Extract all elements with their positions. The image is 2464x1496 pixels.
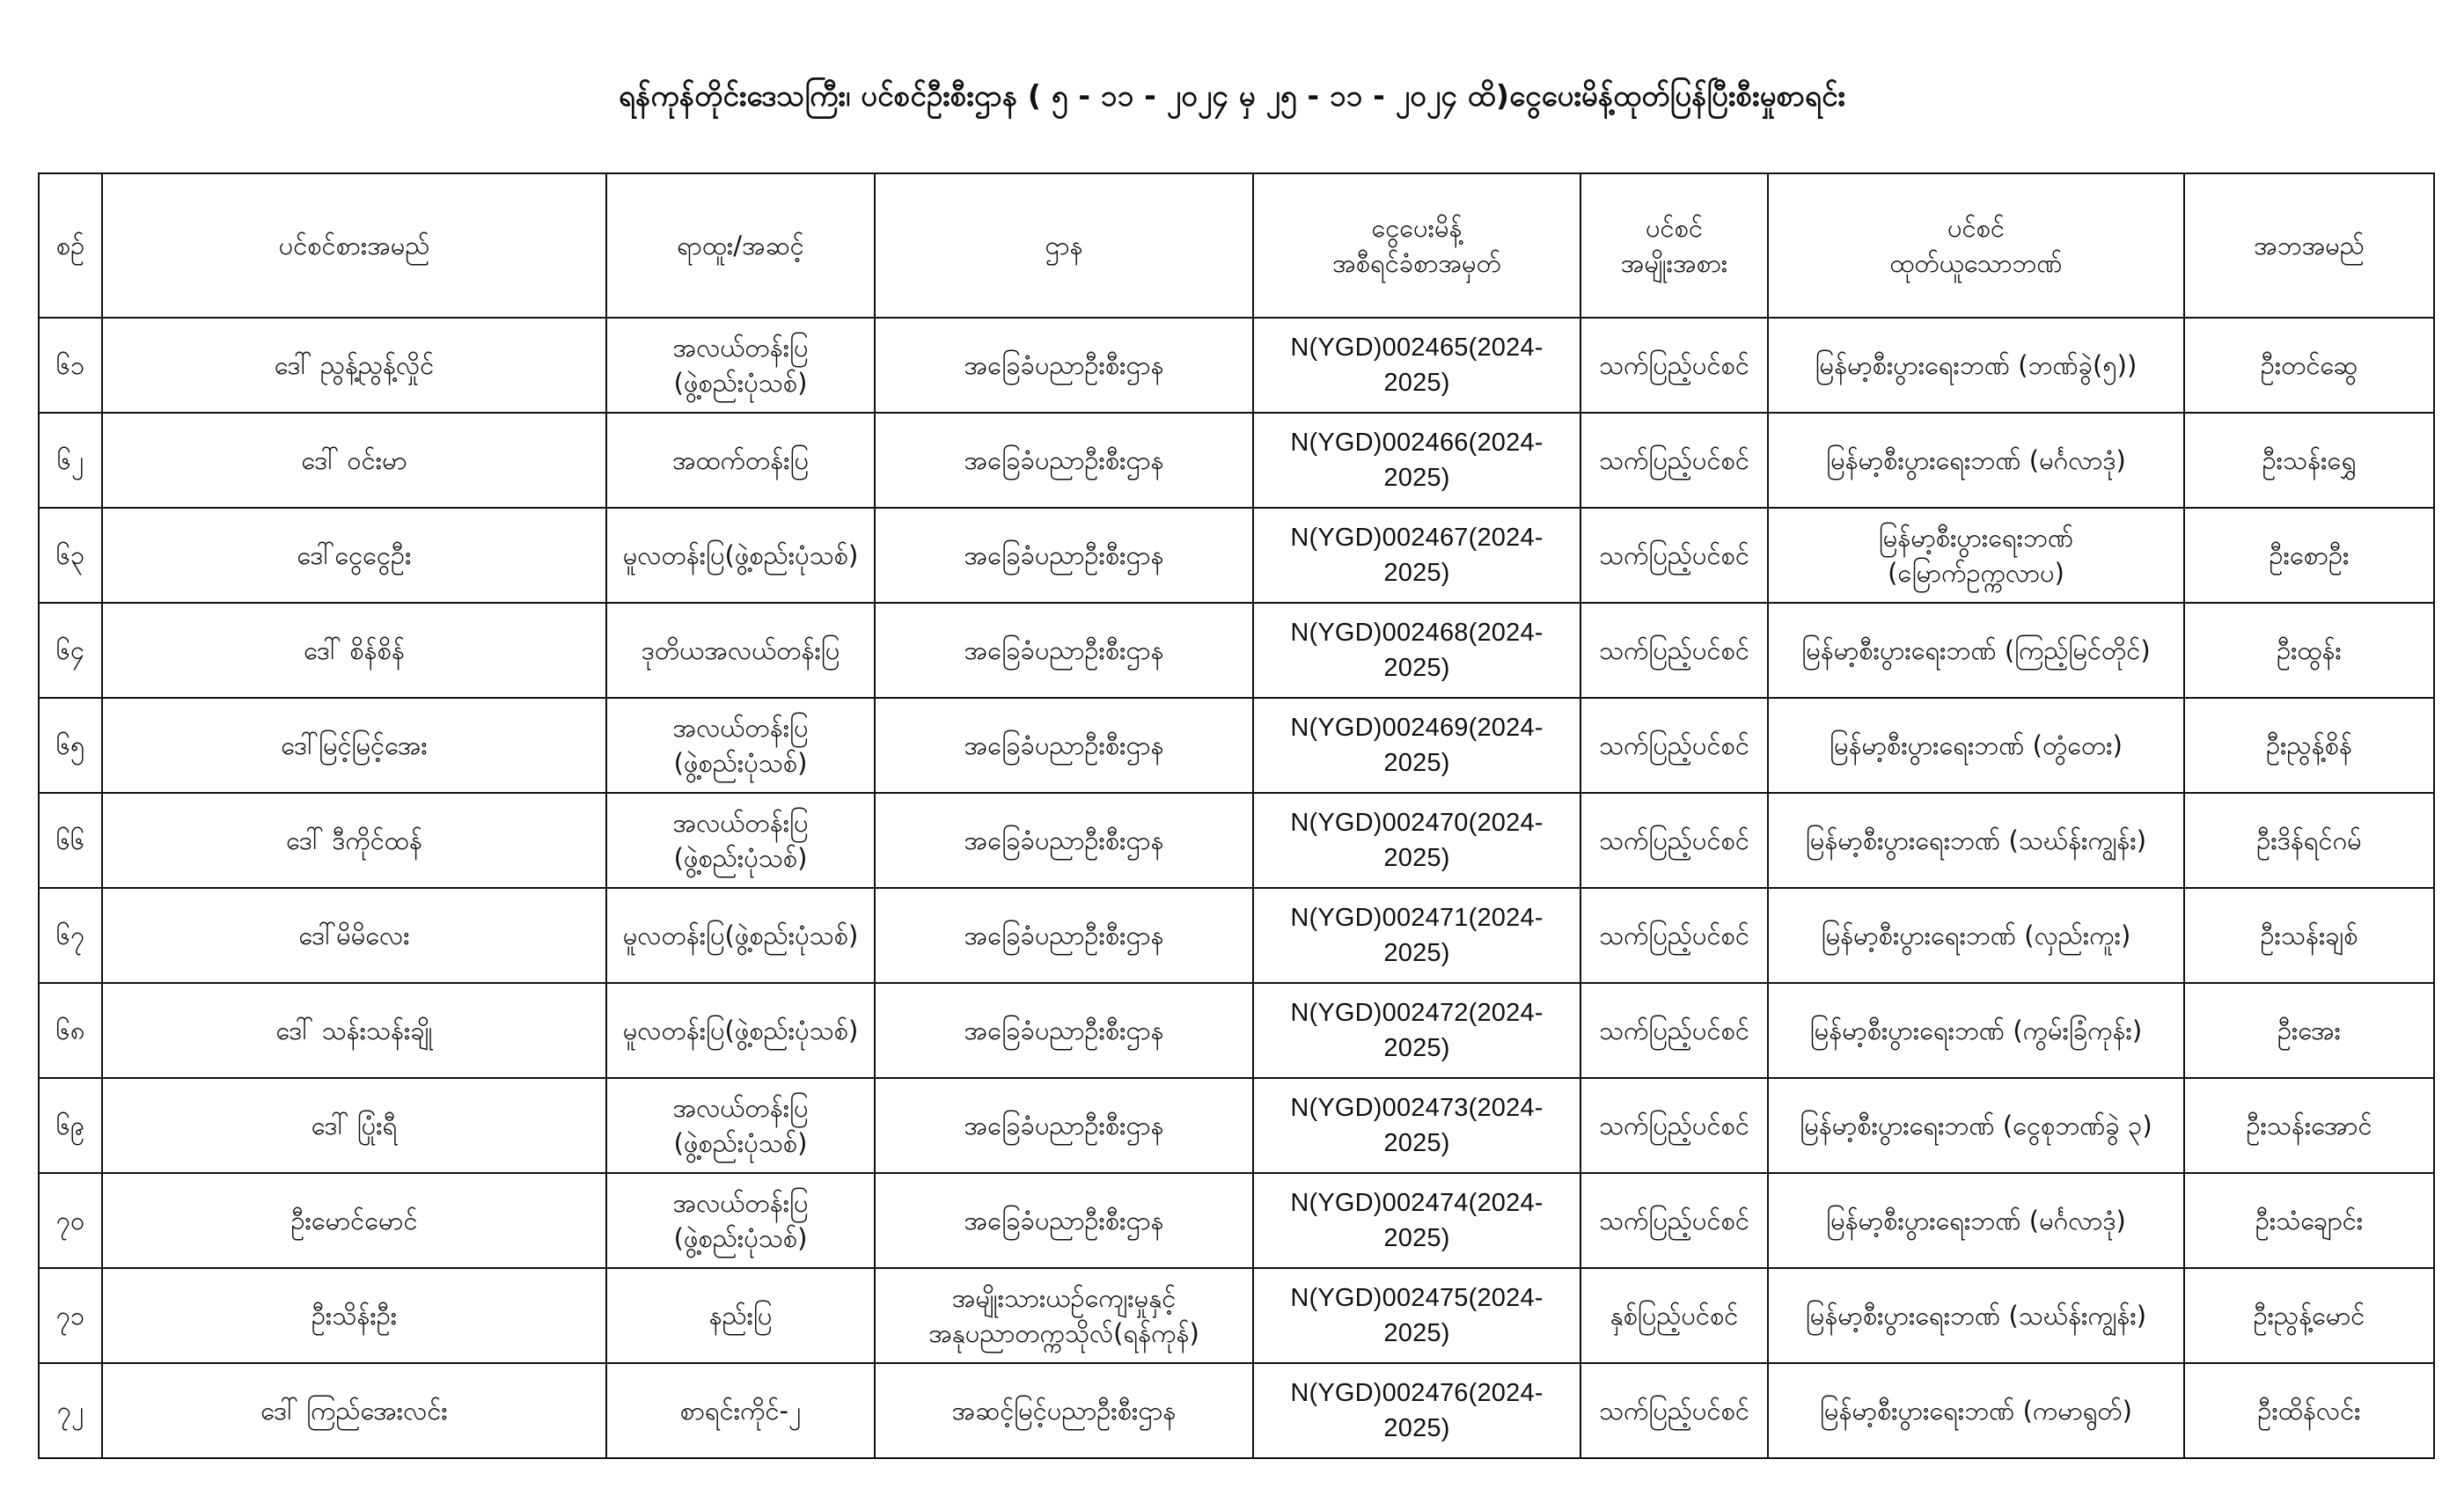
- cell-no-line1: ၆၇: [55, 920, 85, 950]
- cell-rank-line1: စာရင်းကိုင်-၂: [679, 1396, 802, 1426]
- cell-order-number: [1253, 413, 1580, 508]
- cell-pension-type: [1580, 983, 1768, 1078]
- table-body: [39, 318, 2434, 1458]
- cell-pension-type-line1: သက်ပြည့်ပင်စင်: [1599, 1016, 1749, 1045]
- cell-order-number: [1253, 318, 1580, 413]
- cell-department-line1: အခြေခံပညာဦးစီးဌာန: [964, 635, 1164, 665]
- cell-pension-type-line1: သက်ပြည့်ပင်စင်: [1599, 635, 1749, 665]
- cell-bank: [1768, 1268, 2184, 1363]
- cell-pension-type-line1: သက်ပြည့်ပင်စင်: [1599, 1396, 1749, 1426]
- cell-bank: [1768, 983, 2184, 1078]
- cell-bank-line2: (မြောက်ဥက္ကလာပ): [1888, 558, 2064, 588]
- cell-name: [102, 1268, 606, 1363]
- cell-father-name: [2184, 1268, 2434, 1363]
- cell-order-number: [1253, 1268, 1580, 1363]
- pension-table: [38, 172, 2435, 1459]
- cell-order-number-line1: N(YGD)002466(2024-2025): [1290, 429, 1544, 492]
- cell-no-line1: ၇၁: [55, 1301, 85, 1331]
- cell-name-line1: ဒေါ် ညွန့်ညွန့်လှိုင်: [274, 350, 435, 380]
- cell-order-number: [1253, 888, 1580, 983]
- cell-rank: [606, 603, 875, 698]
- cell-no: [39, 1078, 102, 1173]
- table-header-row: [39, 173, 2434, 318]
- cell-name-line1: ဒေါ် ဝင်းမာ: [301, 445, 407, 475]
- cell-rank-line2: (ဖွဲ့စည်းပုံသစ်): [673, 1223, 808, 1253]
- cell-rank: [606, 1078, 875, 1173]
- cell-no: [39, 888, 102, 983]
- cell-department-line1: အခြေခံပညာဦးစီးဌာန: [964, 920, 1164, 950]
- cell-rank-line1: အလယ်တန်းပြ: [672, 333, 809, 363]
- cell-bank-line1: မြန်မာ့စီးပွားရေးဘဏ် (တွံတေး): [1830, 730, 2123, 760]
- table-row: [39, 888, 2434, 983]
- cell-father-name: [2184, 1078, 2434, 1173]
- cell-father-name-line1: ဦးညွန့်စိန်: [2266, 730, 2352, 760]
- cell-department-line2: အနုပညာတက္ကသိုလ်(ရန်ကုန်): [928, 1318, 1199, 1348]
- cell-pension-type-line1: သက်ပြည့်ပင်စင်: [1599, 1206, 1749, 1236]
- cell-no: [39, 1173, 102, 1268]
- cell-rank: [606, 413, 875, 508]
- cell-no: [39, 1363, 102, 1458]
- cell-department: [875, 698, 1253, 793]
- cell-rank-line1: ဒုတိယအလယ်တန်းပြ: [641, 635, 840, 665]
- cell-name: [102, 983, 606, 1078]
- cell-rank-line2: (ဖွဲ့စည်းပုံသစ်): [673, 1128, 808, 1158]
- cell-order-number: [1253, 1363, 1580, 1458]
- cell-rank: [606, 1268, 875, 1363]
- header-no: စဉ်: [39, 173, 102, 318]
- cell-no: [39, 1268, 102, 1363]
- cell-department-line1: အခြေခံပညာဦးစီးဌာန: [964, 730, 1164, 760]
- cell-department-line1: အခြေခံပညာဦးစီးဌာန: [964, 445, 1164, 475]
- cell-order-number: [1253, 698, 1580, 793]
- cell-pension-type: [1580, 1078, 1768, 1173]
- cell-pension-type-line1: နှစ်ပြည့်ပင်စင်: [1610, 1301, 1739, 1331]
- cell-bank-line1: မြန်မာ့စီးပွားရေးဘဏ် (ငွေစုဘဏ်ခွဲ ၃): [1800, 1111, 2152, 1140]
- cell-name-line1: ဒေါ် ကြည်အေးလင်း: [260, 1396, 448, 1426]
- cell-bank: [1768, 508, 2184, 603]
- table-row: [39, 1173, 2434, 1268]
- header-order-number: [1253, 173, 1580, 318]
- cell-department: [875, 888, 1253, 983]
- cell-pension-type: [1580, 1173, 1768, 1268]
- cell-order-number-line1: N(YGD)002472(2024-2025): [1290, 999, 1544, 1062]
- cell-order-number: [1253, 983, 1580, 1078]
- cell-name-line1: ဒေါ် စိန်စိန်: [304, 635, 405, 665]
- cell-department: [875, 983, 1253, 1078]
- cell-pension-type: [1580, 508, 1768, 603]
- cell-rank-line1: မူလတန်းပြ(ဖွဲ့စည်းပုံသစ်): [622, 920, 859, 950]
- cell-bank: [1768, 1173, 2184, 1268]
- cell-name-line1: ဦးသိန်းဦး: [311, 1301, 398, 1331]
- cell-pension-type: [1580, 413, 1768, 508]
- cell-no-line1: ၆၈: [55, 1016, 85, 1045]
- cell-no-line1: ၆၆: [55, 825, 85, 855]
- header-order-line2: အစီရင်ခံစာအမှတ်: [1332, 248, 1501, 278]
- cell-pension-type-line1: သက်ပြည့်ပင်စင်: [1599, 540, 1749, 570]
- cell-rank-line1: နည်းပြ: [708, 1301, 773, 1331]
- header-father-name: အဘအမည်: [2184, 173, 2434, 318]
- cell-bank-line1: မြန်မာ့စီးပွားရေးဘဏ် (ကြည့်မြင်တိုင်): [1801, 635, 2151, 665]
- cell-bank: [1768, 698, 2184, 793]
- cell-order-number: [1253, 508, 1580, 603]
- cell-bank-line1: မြန်မာ့စီးပွားရေးဘဏ် (ဘဏ်ခွဲ(၅)): [1815, 350, 2138, 380]
- cell-name-line1: ဒေါ်ငွေငွေဦး: [297, 540, 412, 570]
- cell-no-line1: ၆၉: [55, 1111, 85, 1140]
- cell-bank-line1: မြန်မာ့စီးပွားရေးဘဏ် (ကွမ်းခြံကုန်း): [1809, 1016, 2143, 1045]
- cell-name-line1: ဒေါ် ပြုံးရီ: [311, 1111, 398, 1140]
- cell-order-number-line1: N(YGD)002471(2024-2025): [1290, 904, 1544, 967]
- cell-father-name: [2184, 698, 2434, 793]
- cell-name-line1: ဒေါ်မြင့်မြင့်အေး: [281, 730, 428, 760]
- cell-rank: [606, 983, 875, 1078]
- cell-father-name-line1: ဦးအေး: [2277, 1016, 2342, 1045]
- cell-bank: [1768, 1363, 2184, 1458]
- cell-bank: [1768, 603, 2184, 698]
- cell-department: [875, 793, 1253, 888]
- cell-father-name: [2184, 603, 2434, 698]
- cell-rank-line2: (ဖွဲ့စည်းပုံသစ်): [673, 368, 808, 398]
- cell-department: [875, 603, 1253, 698]
- header-bank-line1: ပင်စင်: [1947, 213, 2006, 243]
- cell-department: [875, 1173, 1253, 1268]
- cell-department-line1: အခြေခံပညာဦးစီးဌာန: [964, 1206, 1164, 1236]
- cell-rank-line1: မူလတန်းပြ(ဖွဲ့စည်းပုံသစ်): [622, 1016, 859, 1045]
- cell-name: [102, 508, 606, 603]
- cell-pension-type-line1: သက်ပြည့်ပင်စင်: [1599, 920, 1749, 950]
- cell-name: [102, 1363, 606, 1458]
- table-row: [39, 1078, 2434, 1173]
- cell-father-name: [2184, 508, 2434, 603]
- table-row: [39, 1363, 2434, 1458]
- cell-department: [875, 1268, 1253, 1363]
- cell-father-name-line1: ဦးထိန်လင်း: [2257, 1396, 2361, 1426]
- cell-father-name-line1: ဦးညွန့်မောင်: [2253, 1301, 2365, 1331]
- cell-rank: [606, 793, 875, 888]
- cell-name-line1: ဦးမောင်မောင်: [290, 1206, 418, 1236]
- cell-bank: [1768, 888, 2184, 983]
- cell-no: [39, 318, 102, 413]
- cell-no-line1: ၆၃: [55, 540, 85, 570]
- cell-rank-line1: အလယ်တန်းပြ: [672, 713, 809, 743]
- cell-name: [102, 603, 606, 698]
- cell-father-name-line1: ဦးဒိန်ရင်ဂမ်: [2256, 825, 2362, 855]
- header-rank: ရာထူး/အဆင့်: [606, 173, 875, 318]
- cell-name: [102, 1078, 606, 1173]
- cell-father-name-line1: ဦးတင်ဆွေ: [2260, 350, 2358, 380]
- cell-rank: [606, 888, 875, 983]
- cell-father-name-line1: ဦးသန်းရွှေ: [2262, 445, 2357, 475]
- cell-rank-line1: အလယ်တန်းပြ: [672, 1093, 809, 1123]
- cell-order-number-line1: N(YGD)002473(2024-2025): [1290, 1094, 1544, 1157]
- table-row: [39, 603, 2434, 698]
- cell-pension-type-line1: သက်ပြည့်ပင်စင်: [1599, 730, 1749, 760]
- cell-no: [39, 413, 102, 508]
- cell-rank-line2: (ဖွဲ့စည်းပုံသစ်): [673, 843, 808, 873]
- cell-rank-line1: အလယ်တန်းပြ: [672, 808, 809, 838]
- cell-pension-type: [1580, 793, 1768, 888]
- cell-pension-type-line1: သက်ပြည့်ပင်စင်: [1599, 350, 1749, 380]
- cell-no-line1: ၆၂: [56, 445, 84, 475]
- cell-bank: [1768, 793, 2184, 888]
- cell-father-name: [2184, 983, 2434, 1078]
- cell-no: [39, 603, 102, 698]
- table-row: [39, 983, 2434, 1078]
- cell-pension-type-line1: သက်ပြည့်ပင်စင်: [1599, 1111, 1749, 1140]
- table-row: [39, 698, 2434, 793]
- cell-name-line1: ဒေါ် ဒီကိုင်ထန်: [286, 825, 422, 855]
- cell-order-number-line1: N(YGD)002475(2024-2025): [1290, 1284, 1544, 1347]
- cell-department: [875, 508, 1253, 603]
- cell-order-number-line1: N(YGD)002469(2024-2025): [1290, 714, 1544, 777]
- table-row: [39, 793, 2434, 888]
- cell-name: [102, 318, 606, 413]
- cell-rank: [606, 508, 875, 603]
- cell-no-line1: ၆၄: [55, 635, 85, 665]
- cell-order-number-line1: N(YGD)002468(2024-2025): [1290, 619, 1544, 682]
- cell-father-name-line1: ဦးသန်းအောင်: [2246, 1111, 2372, 1140]
- cell-pension-type-line1: သက်ပြည့်ပင်စင်: [1599, 825, 1749, 855]
- cell-pension-type-line1: သက်ပြည့်ပင်စင်: [1599, 445, 1749, 475]
- cell-department-line1: အခြေခံပညာဦးစီးဌာန: [964, 1016, 1164, 1045]
- cell-department: [875, 1363, 1253, 1458]
- cell-bank-line1: မြန်မာ့စီးပွားရေးဘဏ် (မင်္ဂလာဒုံ): [1826, 1206, 2126, 1236]
- cell-department: [875, 1078, 1253, 1173]
- cell-department-line1: အခြေခံပညာဦးစီးဌာန: [964, 825, 1164, 855]
- cell-rank: [606, 1173, 875, 1268]
- cell-father-name: [2184, 1363, 2434, 1458]
- table-row: [39, 413, 2434, 508]
- cell-name: [102, 698, 606, 793]
- table-row: [39, 1268, 2434, 1363]
- cell-name-line1: ဒေါ် သန်းသန်းချို: [275, 1016, 433, 1045]
- cell-bank: [1768, 1078, 2184, 1173]
- header-name: ပင်စင်စားအမည်: [102, 173, 606, 318]
- cell-bank-line1: မြန်မာ့စီးပွားရေးဘဏ် (သဃ်န်းကျွန်း): [1805, 825, 2147, 855]
- cell-father-name-line1: ဦးသံချောင်း: [2255, 1206, 2364, 1236]
- cell-bank: [1768, 318, 2184, 413]
- cell-department: [875, 413, 1253, 508]
- cell-order-number-line1: N(YGD)002465(2024-2025): [1290, 334, 1544, 397]
- cell-department-line1: အခြေခံပညာဦးစီးဌာန: [964, 540, 1164, 570]
- cell-father-name-line1: ဦးစောဦး: [2269, 540, 2350, 570]
- cell-father-name: [2184, 793, 2434, 888]
- cell-pension-type: [1580, 1363, 1768, 1458]
- cell-rank: [606, 318, 875, 413]
- cell-pension-type: [1580, 603, 1768, 698]
- cell-father-name-line1: ဦးသန်းချစ်: [2260, 920, 2358, 950]
- cell-no: [39, 698, 102, 793]
- cell-bank-line1: မြန်မာ့စီးပွားရေးဘဏ် (လှည်းကူး): [1821, 920, 2131, 950]
- page-title: ရန်ကုန်တိုင်းဒေသကြီး၊ ပင်စင်ဦးစီးဌာန ( ၅ - ၁၁ - ၂၀၂၄ မှ ၂၅ - ၁၁ - ၂၀၂၄ ထိ)ငွေပေးမိန့်ထုတ်ပြန်ပြီးစီးမှုစာရင်း: [618, 78, 1846, 113]
- cell-rank: [606, 1363, 875, 1458]
- cell-no-line1: ၆၅: [55, 730, 85, 760]
- cell-rank-line1: အထက်တန်းပြ: [671, 445, 810, 475]
- cell-no-line1: ၇၀: [55, 1206, 85, 1236]
- header-department: ဌာန: [875, 173, 1253, 318]
- cell-bank-line1: မြန်မာ့စီးပွားရေးဘဏ် (ကမာရွတ်): [1820, 1396, 2132, 1426]
- cell-no: [39, 983, 102, 1078]
- cell-name: [102, 413, 606, 508]
- cell-department: [875, 318, 1253, 413]
- header-bank: [1768, 173, 2184, 318]
- cell-no: [39, 793, 102, 888]
- cell-order-number-line1: N(YGD)002467(2024-2025): [1290, 524, 1544, 587]
- cell-pension-type: [1580, 888, 1768, 983]
- cell-pension-type: [1580, 698, 1768, 793]
- cell-department-line1: အဆင့်မြင့်ပညာဦးစီးဌာန: [951, 1396, 1177, 1426]
- cell-father-name: [2184, 413, 2434, 508]
- table-row: [39, 318, 2434, 413]
- cell-rank-line2: (ဖွဲ့စည်းပုံသစ်): [673, 748, 808, 778]
- cell-order-number-line1: N(YGD)002476(2024-2025): [1290, 1379, 1544, 1442]
- cell-bank-line1: မြန်မာ့စီးပွားရေးဘဏ် (မင်္ဂလာဒုံ): [1826, 445, 2126, 475]
- header-type-line2: အမျိုးအစား: [1620, 248, 1728, 278]
- cell-rank: [606, 698, 875, 793]
- cell-father-name: [2184, 888, 2434, 983]
- cell-father-name: [2184, 318, 2434, 413]
- cell-pension-type: [1580, 1268, 1768, 1363]
- cell-rank-line1: အလယ်တန်းပြ: [672, 1188, 809, 1218]
- cell-no-line1: ၆၁: [55, 350, 85, 380]
- cell-order-number-line1: N(YGD)002474(2024-2025): [1290, 1189, 1544, 1252]
- header-pension-type: [1580, 173, 1768, 318]
- cell-order-number: [1253, 1078, 1580, 1173]
- cell-bank: [1768, 413, 2184, 508]
- cell-no-line1: ၇၂: [56, 1396, 84, 1426]
- cell-name: [102, 1173, 606, 1268]
- cell-department-line1: အခြေခံပညာဦးစီးဌာန: [964, 1111, 1164, 1140]
- cell-no: [39, 508, 102, 603]
- cell-bank-line1: မြန်မာ့စီးပွားရေးဘဏ်: [1878, 523, 2074, 553]
- cell-name: [102, 793, 606, 888]
- cell-order-number-line1: N(YGD)002470(2024-2025): [1290, 809, 1544, 872]
- header-order-line1: ငွေပေးမိန့်: [1371, 213, 1463, 243]
- cell-department-line1: အခြေခံပညာဦးစီးဌာန: [964, 350, 1164, 380]
- cell-father-name-line1: ဦးထွန်း: [2277, 635, 2342, 665]
- header-type-line1: ပင်စင်: [1645, 213, 1704, 243]
- cell-pension-type: [1580, 318, 1768, 413]
- header-bank-line2: ထုတ်ယူသောဘဏ်: [1889, 248, 2063, 278]
- cell-order-number: [1253, 793, 1580, 888]
- cell-name-line1: ဒေါ်မိမိလေး: [298, 920, 410, 950]
- cell-rank-line1: မူလတန်းပြ(ဖွဲ့စည်းပုံသစ်): [622, 540, 859, 570]
- table-row: [39, 508, 2434, 603]
- cell-order-number: [1253, 603, 1580, 698]
- cell-order-number: [1253, 1173, 1580, 1268]
- cell-department-line1: အမျိုးသားယဉ်ကျေးမှုနှင့်: [951, 1283, 1177, 1313]
- cell-father-name: [2184, 1173, 2434, 1268]
- cell-bank-line1: မြန်မာ့စီးပွားရေးဘဏ် (သဃ်န်းကျွန်း): [1805, 1301, 2147, 1331]
- cell-name: [102, 888, 606, 983]
